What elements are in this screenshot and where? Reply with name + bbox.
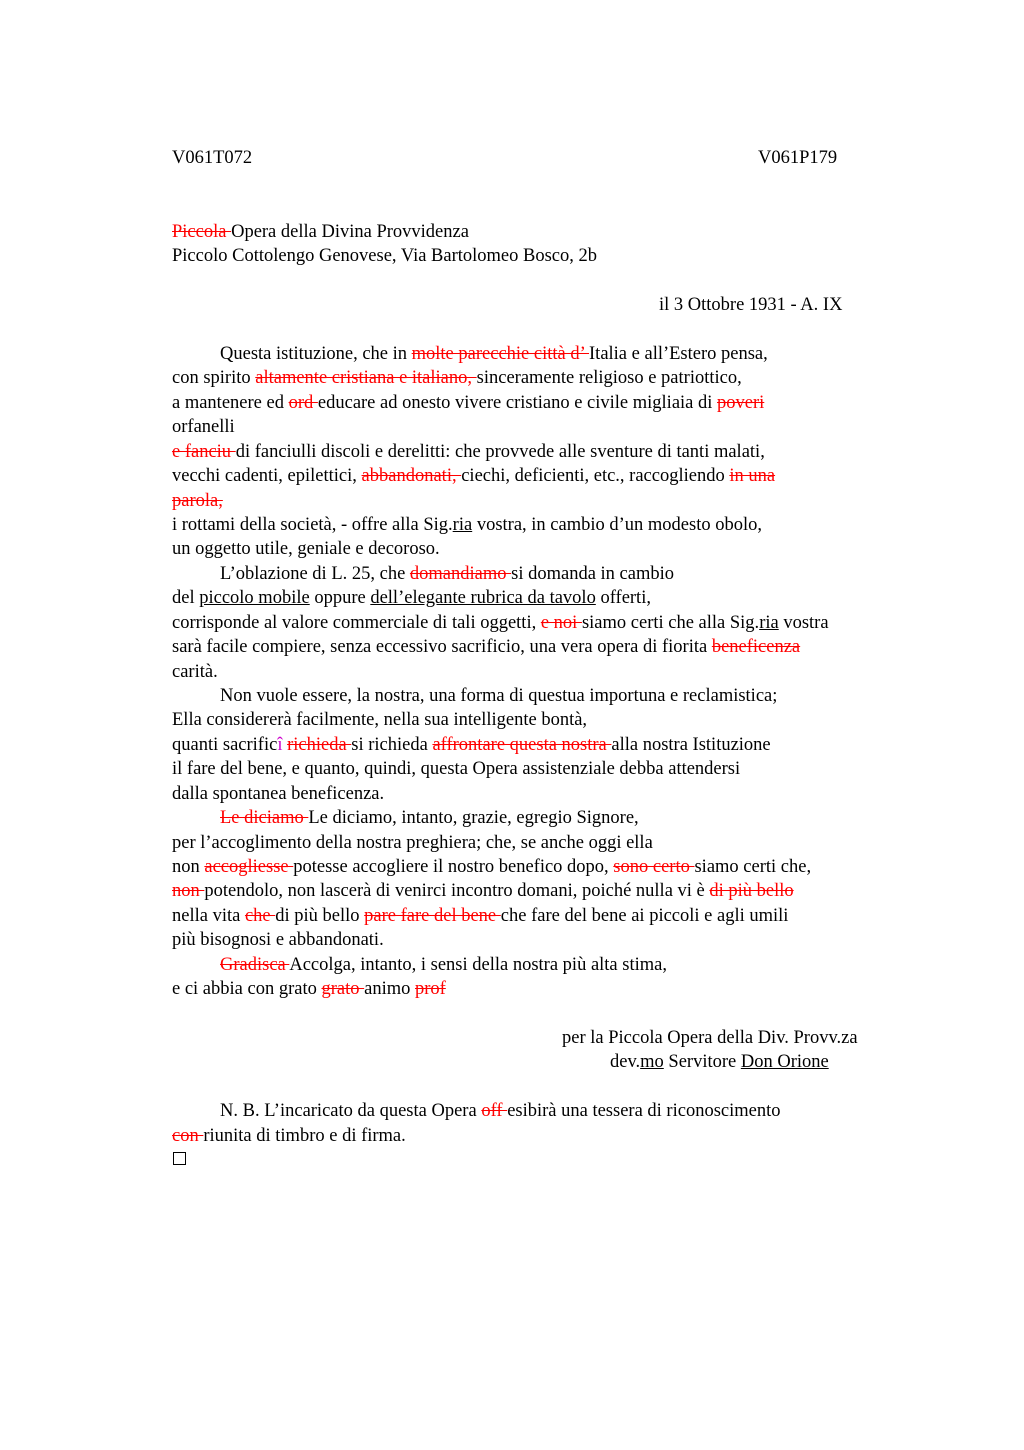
deleted-text: e noi	[540, 613, 582, 633]
text-segment: potesse accogliere il nostro benefico dopo,	[293, 857, 614, 877]
underlined-text: ria	[452, 515, 473, 535]
text-segment: Ella considererà facilmente, nella sua intelligente bontà,	[172, 710, 588, 730]
body-line	[172, 782, 384, 806]
deleted-text: altamente cristiana e italiano,	[255, 368, 477, 388]
text-segment: di più bello	[275, 906, 365, 926]
text-segment: animo	[364, 979, 415, 999]
text-segment: siamo certi che,	[694, 857, 812, 877]
text-segment: i rottami della società, - offre alla Sig.	[172, 515, 453, 535]
deleted-text: ord	[288, 393, 318, 413]
text-segment: non	[172, 857, 205, 877]
text-segment: sinceramente religioso e patriottico,	[476, 368, 742, 388]
text-segment: per l’accoglimento della nostra preghiera; che, se anche oggi ella	[172, 833, 653, 853]
underlined-text: dell’elegante rubrica da tavolo	[370, 588, 596, 608]
deleted-text: e fanciu	[172, 442, 236, 462]
text-segment: L’oblazione di L. 25, che	[220, 564, 410, 584]
text-segment: quanti sacrific	[172, 735, 278, 755]
document-code-right: V061P179	[758, 148, 838, 168]
deleted-text: prof	[415, 979, 446, 999]
body-line	[172, 586, 651, 610]
signature-line-2	[610, 1050, 829, 1074]
body-line	[220, 953, 667, 977]
body-line	[172, 635, 800, 659]
inserted-mark: î	[277, 735, 283, 755]
body-line	[172, 611, 829, 635]
note-line-1	[220, 1099, 781, 1123]
note-line-2	[172, 1124, 406, 1148]
deleted-text: affrontare questa nostra	[432, 735, 612, 755]
deleted-text: off	[481, 1101, 508, 1121]
text-segment: offerti,	[595, 588, 651, 608]
signature-line-1: per la Piccola Opera della Div. Provv.za	[562, 1028, 858, 1048]
text-segment: Italia e all’Estero pensa,	[589, 344, 768, 364]
body-line	[220, 806, 639, 830]
text-segment: e ci abbia con grato	[172, 979, 322, 999]
text-segment: Le diciamo, intanto, grazie, egregio Signore,	[308, 808, 639, 828]
text-segment: esibirà una tessera di riconoscimento	[507, 1101, 781, 1121]
text-segment: riunita di timbro e di firma.	[203, 1126, 406, 1146]
text-segment: a mantenere ed	[172, 393, 289, 413]
text-segment: Questa istituzione, che in	[220, 344, 412, 364]
deleted-text: beneficenza	[711, 637, 801, 657]
text-segment: N. B. L’incaricato da questa Opera	[220, 1101, 482, 1121]
text-segment: orfanelli	[172, 417, 235, 437]
body-line	[172, 904, 788, 928]
body-line	[172, 366, 742, 390]
text-segment: corrisponde al valore commerciale di tali oggetti,	[172, 613, 541, 633]
text-segment: il fare del bene, e quanto, quindi, questa Opera assistenziale debba attendersi	[172, 759, 741, 779]
end-box-icon	[173, 1152, 186, 1165]
text-segment: vecchi cadenti, epilettici,	[172, 466, 362, 486]
text-segment: vostra	[778, 613, 829, 633]
deleted-text: che	[244, 906, 276, 926]
text-segment: siamo certi che alla Sig.	[581, 613, 760, 633]
deleted-text: di più bello	[709, 881, 794, 901]
body-line	[172, 440, 765, 464]
text-segment: sarà facile compiere, senza eccessivo sacrificio, una vera opera di fiorita	[172, 637, 712, 657]
deleted-text: parola,	[172, 491, 223, 511]
text-segment: potendolo, non lascerà di venirci incontro domani, poiché nulla vi è	[204, 881, 710, 901]
deleted-text: domandiamo	[409, 564, 512, 584]
deleted-text: abbandonati,	[361, 466, 462, 486]
deleted-text: Gradisca	[220, 955, 290, 975]
text-segment: carità.	[172, 662, 218, 682]
body-line	[172, 757, 740, 781]
letterhead-text: Opera della Divina Provvidenza	[231, 222, 469, 242]
deleted-text: Piccola	[172, 222, 232, 242]
text-segment: di fanciulli discoli e derelitti: che provvede alle sventure di tanti malati,	[235, 442, 765, 462]
signature-text: Servitore	[663, 1052, 741, 1072]
deleted-text: Le diciamo	[220, 808, 309, 828]
deleted-text: con	[172, 1126, 204, 1146]
text-segment: dalla spontanea beneficenza.	[172, 784, 385, 804]
text-segment: vostra, in cambio d’un modesto obolo,	[472, 515, 762, 535]
text-segment: che fare del bene ai piccoli e agli umili	[500, 906, 789, 926]
body-line	[172, 831, 653, 855]
body-line	[172, 733, 771, 757]
text-segment: alla nostra Istituzione	[611, 735, 771, 755]
deleted-text: accogliesse	[204, 857, 294, 877]
deleted-text: molte parecchie città d’	[411, 344, 590, 364]
text-segment: un oggetto utile, geniale e decoroso.	[172, 539, 440, 559]
body-line	[220, 562, 674, 586]
text-segment: Non vuole essere, la nostra, una forma di questua importuna e reclamistica;	[220, 686, 778, 706]
text-segment: Accolga, intanto, i sensi della nostra più alta stima,	[289, 955, 667, 975]
text-segment: con spirito	[172, 368, 256, 388]
deleted-text: pare fare del bene	[364, 906, 501, 926]
letterhead-line-2: Piccolo Cottolengo Genovese, Via Bartolomeo Bosco, 2b	[172, 246, 598, 266]
underlined-text: piccolo mobile	[199, 588, 310, 608]
deleted-text: grato	[321, 979, 365, 999]
body-line	[172, 513, 762, 537]
text-segment: nella vita	[172, 906, 245, 926]
deleted-text: sono certo	[613, 857, 695, 877]
text-segment: si domanda in cambio	[511, 564, 675, 584]
text-segment: educare ad onesto vivere cristiano e civile migliaia di	[317, 393, 718, 413]
body-line	[172, 855, 811, 879]
body-line	[172, 537, 440, 561]
underlined-text: ria	[759, 613, 779, 633]
text-segment: del	[172, 588, 200, 608]
body-line	[172, 660, 218, 684]
body-line	[172, 489, 223, 513]
deleted-text: in una	[729, 466, 776, 486]
body-line	[172, 391, 764, 415]
text-segment: più bisognosi e abbandonati.	[172, 930, 384, 950]
deleted-text: richieda	[287, 735, 352, 755]
text-segment: si richieda	[351, 735, 433, 755]
body-line	[172, 464, 775, 488]
body-line	[172, 415, 235, 439]
deleted-text: poveri	[717, 393, 765, 413]
deleted-text: non	[172, 881, 205, 901]
text-segment: ciechi, deficienti, etc., raccogliendo	[461, 466, 730, 486]
letterhead-line-1	[172, 220, 469, 244]
signature-text: dev.	[610, 1052, 641, 1072]
signature-name: Don Orione	[740, 1052, 829, 1072]
text-segment: oppure	[309, 588, 371, 608]
body-line	[172, 977, 446, 1001]
body-line	[172, 879, 794, 903]
body-line	[172, 928, 384, 952]
body-line	[220, 684, 777, 708]
document-code-left: V061T072	[172, 148, 253, 168]
body-line	[220, 342, 768, 366]
letter-date: il 3 Ottobre 1931 - A. IX	[659, 295, 843, 315]
body-line	[172, 708, 587, 732]
signature-abbrev: mo	[640, 1052, 664, 1072]
